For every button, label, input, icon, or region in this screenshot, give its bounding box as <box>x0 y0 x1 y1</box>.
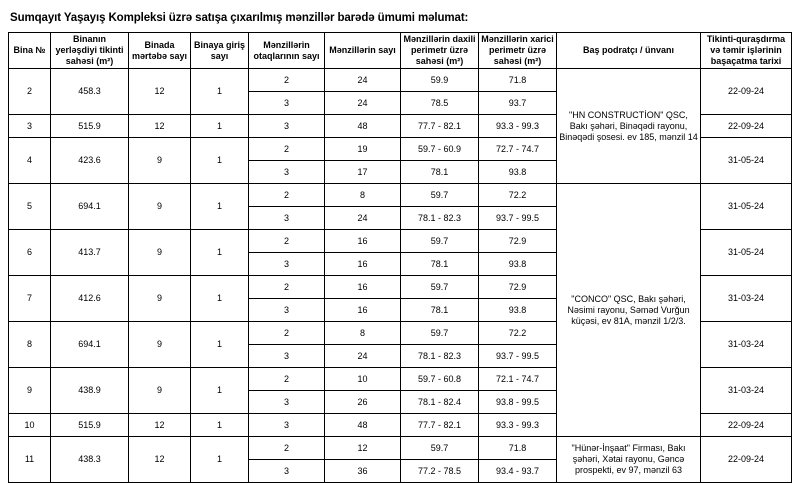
cell-construction-area: 694.1 <box>51 184 129 230</box>
cell-apartments: 16 <box>325 230 401 253</box>
cell-apartments: 17 <box>325 161 401 184</box>
cell-floors: 12 <box>129 414 191 437</box>
cell-internal-area: 77.2 - 78.5 <box>401 460 479 483</box>
column-header-entrances: Binaya giriş sayı <box>191 33 249 69</box>
cell-internal-area: 59.7 <box>401 230 479 253</box>
cell-external-area: 93.8 - 99.5 <box>479 391 557 414</box>
cell-external-area: 72.1 - 74.7 <box>479 368 557 391</box>
cell-apartments: 26 <box>325 391 401 414</box>
table-body <box>9 69 792 483</box>
cell-floors: 12 <box>129 69 191 115</box>
cell-external-area: 71.8 <box>479 437 557 460</box>
cell-internal-area: 78.1 - 82.3 <box>401 345 479 368</box>
cell-entrances: 1 <box>191 414 249 437</box>
cell-external-area: 72.2 <box>479 184 557 207</box>
cell-building-no: 7 <box>9 276 51 322</box>
page-title: Sumqayıt Yaşayış Kompleksi üzrə satışa çıxarılmış mənzillər barədə ümumi məlumat: <box>10 12 469 24</box>
cell-apartments: 36 <box>325 460 401 483</box>
cell-rooms: 2 <box>249 368 325 391</box>
cell-floors: 9 <box>129 322 191 368</box>
cell-building-no: 2 <box>9 69 51 115</box>
apartments-table <box>8 32 792 483</box>
cell-rooms: 2 <box>249 230 325 253</box>
cell-internal-area: 77.7 - 82.1 <box>401 414 479 437</box>
cell-rooms: 3 <box>249 115 325 138</box>
cell-apartments: 24 <box>325 207 401 230</box>
cell-rooms: 3 <box>249 460 325 483</box>
cell-external-area: 93.3 - 99.3 <box>479 115 557 138</box>
cell-internal-area: 77.7 - 82.1 <box>401 115 479 138</box>
cell-rooms: 3 <box>249 345 325 368</box>
cell-contractor: "CONCO" QSC, Bakı şəhəri, Nəsimi rayonu, Səməd Vurğun küçəsi, ev 81A, mənzil 1/2/3. <box>557 184 701 437</box>
column-header-contractor: Baş podratçı / ünvanı <box>557 33 701 69</box>
cell-floors: 9 <box>129 230 191 276</box>
cell-apartments: 24 <box>325 92 401 115</box>
cell-completion-date: 31-05-24 <box>701 138 792 184</box>
cell-rooms: 2 <box>249 322 325 345</box>
cell-apartments: 24 <box>325 69 401 92</box>
cell-construction-area: 413.7 <box>51 230 129 276</box>
cell-internal-area: 78.1 <box>401 299 479 322</box>
table-row <box>9 69 792 92</box>
cell-external-area: 93.4 - 93.7 <box>479 460 557 483</box>
cell-external-area: 93.7 - 99.5 <box>479 207 557 230</box>
cell-external-area: 93.3 - 99.3 <box>479 414 557 437</box>
cell-rooms: 2 <box>249 69 325 92</box>
cell-rooms: 2 <box>249 276 325 299</box>
cell-entrances: 1 <box>191 115 249 138</box>
column-header-apartments: Mənzillərin sayı <box>325 33 401 69</box>
column-header-completion-date: Tikinti-quraşdırma və təmir işlərinin başaçatma tarixi <box>701 33 792 69</box>
cell-floors: 9 <box>129 138 191 184</box>
cell-building-no: 3 <box>9 115 51 138</box>
cell-entrances: 1 <box>191 276 249 322</box>
cell-rooms: 2 <box>249 437 325 460</box>
cell-entrances: 1 <box>191 184 249 230</box>
cell-completion-date: 31-03-24 <box>701 368 792 414</box>
cell-construction-area: 694.1 <box>51 322 129 368</box>
cell-completion-date: 22-09-24 <box>701 437 792 483</box>
cell-apartments: 24 <box>325 345 401 368</box>
cell-entrances: 1 <box>191 230 249 276</box>
cell-construction-area: 438.9 <box>51 368 129 414</box>
cell-rooms: 3 <box>249 207 325 230</box>
cell-apartments: 16 <box>325 299 401 322</box>
cell-external-area: 93.8 <box>479 299 557 322</box>
cell-building-no: 9 <box>9 368 51 414</box>
cell-rooms: 3 <box>249 253 325 276</box>
cell-external-area: 72.2 <box>479 322 557 345</box>
column-header-floors: Binada mərtəbə sayı <box>129 33 191 69</box>
cell-floors: 9 <box>129 368 191 414</box>
cell-apartments: 8 <box>325 322 401 345</box>
cell-internal-area: 78.1 - 82.3 <box>401 207 479 230</box>
cell-apartments: 19 <box>325 138 401 161</box>
column-header-external-area: Mənzillərin xarici perimetr üzrə sahəsi (m²) <box>479 33 557 69</box>
cell-rooms: 3 <box>249 414 325 437</box>
cell-internal-area: 78.1 <box>401 161 479 184</box>
cell-entrances: 1 <box>191 138 249 184</box>
cell-apartments: 48 <box>325 414 401 437</box>
cell-external-area: 93.7 <box>479 92 557 115</box>
cell-building-no: 6 <box>9 230 51 276</box>
cell-rooms: 2 <box>249 184 325 207</box>
cell-internal-area: 59.7 - 60.9 <box>401 138 479 161</box>
cell-completion-date: 22-09-24 <box>701 414 792 437</box>
table-header <box>9 33 792 69</box>
cell-floors: 12 <box>129 437 191 483</box>
cell-construction-area: 438.3 <box>51 437 129 483</box>
cell-floors: 12 <box>129 115 191 138</box>
cell-entrances: 1 <box>191 368 249 414</box>
cell-construction-area: 515.9 <box>51 414 129 437</box>
cell-internal-area: 59.7 <box>401 437 479 460</box>
cell-external-area: 72.7 - 74.7 <box>479 138 557 161</box>
cell-rooms: 3 <box>249 391 325 414</box>
cell-floors: 9 <box>129 184 191 230</box>
cell-rooms: 2 <box>249 138 325 161</box>
cell-internal-area: 59.7 - 60.8 <box>401 368 479 391</box>
cell-external-area: 72.9 <box>479 230 557 253</box>
cell-building-no: 5 <box>9 184 51 230</box>
cell-completion-date: 31-03-24 <box>701 276 792 322</box>
cell-construction-area: 423.6 <box>51 138 129 184</box>
cell-internal-area: 59.7 <box>401 276 479 299</box>
cell-construction-area: 515.9 <box>51 115 129 138</box>
cell-building-no: 10 <box>9 414 51 437</box>
cell-building-no: 11 <box>9 437 51 483</box>
cell-completion-date: 22-09-24 <box>701 69 792 115</box>
cell-contractor: "HN CONSTRUCTİON" QSC, Bakı şəhəri, Binəqədi rayonu, Binəqədi şosesi. ev 185, mənzil 14 <box>557 69 701 184</box>
table-row <box>9 437 792 460</box>
cell-apartments: 12 <box>325 437 401 460</box>
cell-internal-area: 59.9 <box>401 69 479 92</box>
cell-apartments: 10 <box>325 368 401 391</box>
cell-external-area: 93.7 - 99.5 <box>479 345 557 368</box>
cell-internal-area: 59.7 <box>401 322 479 345</box>
cell-construction-area: 412.6 <box>51 276 129 322</box>
cell-apartments: 16 <box>325 276 401 299</box>
table-header-row <box>9 33 792 69</box>
column-header-rooms: Mənzillərin otaqlarının sayı <box>249 33 325 69</box>
cell-internal-area: 78.5 <box>401 92 479 115</box>
cell-contractor: "Hünər-İnşaat" Firması, Bakı şəhəri, Xətai rayonu, Gəncə prospekti, ev 97, mənzil 63 <box>557 437 701 483</box>
cell-entrances: 1 <box>191 322 249 368</box>
cell-external-area: 72.9 <box>479 276 557 299</box>
cell-external-area: 71.8 <box>479 69 557 92</box>
cell-construction-area: 458.3 <box>51 69 129 115</box>
cell-external-area: 93.8 <box>479 161 557 184</box>
cell-completion-date: 31-03-24 <box>701 322 792 368</box>
cell-completion-date: 31-05-24 <box>701 184 792 230</box>
cell-entrances: 1 <box>191 69 249 115</box>
cell-building-no: 4 <box>9 138 51 184</box>
cell-rooms: 3 <box>249 92 325 115</box>
cell-external-area: 93.8 <box>479 253 557 276</box>
column-header-construction-area: Binanın yerləşdiyi tikinti sahəsi (m²) <box>51 33 129 69</box>
cell-rooms: 3 <box>249 299 325 322</box>
table-row <box>9 184 792 207</box>
cell-internal-area: 59.7 <box>401 184 479 207</box>
cell-apartments: 48 <box>325 115 401 138</box>
cell-building-no: 8 <box>9 322 51 368</box>
cell-apartments: 16 <box>325 253 401 276</box>
column-header-internal-area: Mənzillərin daxili perimetr üzrə sahəsi (m²) <box>401 33 479 69</box>
cell-internal-area: 78.1 - 82.4 <box>401 391 479 414</box>
cell-completion-date: 22-09-24 <box>701 115 792 138</box>
cell-internal-area: 78.1 <box>401 253 479 276</box>
column-header-building-no: Bina № <box>9 33 51 69</box>
cell-entrances: 1 <box>191 437 249 483</box>
cell-completion-date: 31-05-24 <box>701 230 792 276</box>
cell-rooms: 3 <box>249 161 325 184</box>
cell-floors: 9 <box>129 276 191 322</box>
cell-apartments: 8 <box>325 184 401 207</box>
